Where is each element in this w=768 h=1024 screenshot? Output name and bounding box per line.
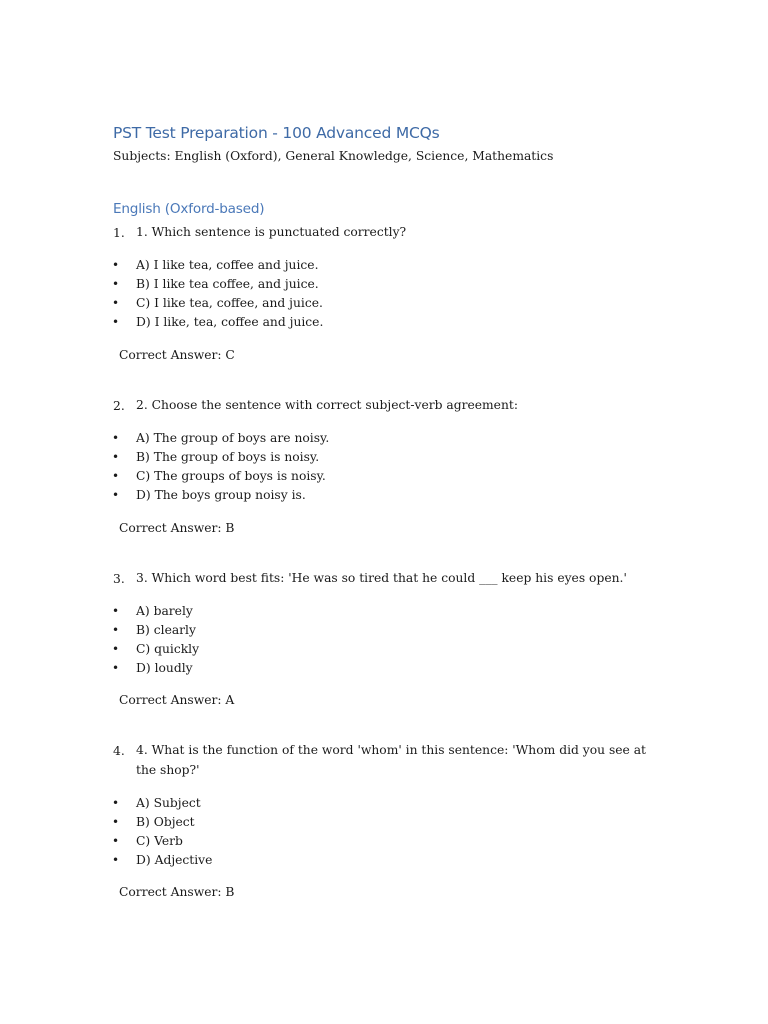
option-text: B) Object (136, 815, 195, 829)
option-text: D) The boys group noisy is. (136, 488, 306, 502)
bullet-icon: • (112, 661, 120, 675)
option-text: B) The group of boys is noisy. (136, 450, 320, 464)
option-item (0, 641, 768, 660)
bullet-icon: • (112, 296, 120, 310)
option-text: B) I like tea coffee, and juice. (136, 277, 319, 291)
option-item (0, 833, 768, 852)
option-item (0, 487, 768, 506)
option-text: C) The groups of boys is noisy. (136, 469, 326, 483)
question-number: 2. (113, 399, 125, 413)
question-number: 1. (113, 226, 125, 240)
bullet-icon: • (112, 853, 120, 867)
option-item (0, 852, 768, 871)
section-heading-english: English (Oxford-based) (113, 201, 265, 217)
correct-answer-3: Correct Answer: A (119, 693, 235, 707)
option-text: A) The group of boys are noisy. (136, 431, 330, 445)
document-subtitle: Subjects: English (Oxford), General Knowledge, Science, Mathematics (113, 149, 554, 163)
correct-answer-2: Correct Answer: B (119, 521, 235, 535)
option-item (0, 295, 768, 314)
option-text: C) quickly (136, 642, 200, 656)
option-text: C) Verb (136, 834, 183, 848)
bullet-icon: • (112, 315, 120, 329)
option-text: D) loudly (136, 661, 193, 675)
question-text: 3. Which word best fits: 'He was so tired that he could ___ keep his eyes open.' (136, 571, 627, 585)
bullet-icon: • (112, 796, 120, 810)
option-item (0, 449, 768, 468)
option-item (0, 468, 768, 487)
question-text: 4. What is the function of the word 'whom' in this sentence: 'Whom did you see at the shop?' (136, 743, 647, 777)
option-text: A) Subject (136, 796, 201, 810)
document-title: PST Test Preparation - 100 Advanced MCQs (113, 124, 440, 142)
option-text: B) clearly (136, 623, 196, 637)
bullet-icon: • (112, 258, 120, 272)
question-text: 2. Choose the sentence with correct subject-verb agreement: (136, 398, 518, 412)
option-item (0, 430, 768, 449)
question-number: 4. (113, 744, 125, 758)
bullet-icon: • (112, 642, 120, 656)
option-item (0, 814, 768, 833)
option-item (0, 622, 768, 641)
option-text: D) I like, tea, coffee and juice. (136, 315, 324, 329)
option-item (0, 795, 768, 814)
bullet-icon: • (112, 815, 120, 829)
option-item (0, 603, 768, 622)
bullet-icon: • (112, 834, 120, 848)
option-item (0, 660, 768, 679)
correct-answer-1: Correct Answer: C (119, 348, 235, 362)
bullet-icon: • (112, 623, 120, 637)
option-item (0, 276, 768, 295)
bullet-icon: • (112, 431, 120, 445)
question-text: 1. Which sentence is punctuated correctly? (136, 225, 407, 239)
bullet-icon: • (112, 277, 120, 291)
bullet-icon: • (112, 450, 120, 464)
bullet-icon: • (112, 469, 120, 483)
option-text: D) Adjective (136, 853, 213, 867)
bullet-icon: • (112, 604, 120, 618)
option-item (0, 314, 768, 333)
option-item (0, 257, 768, 276)
bullet-icon: • (112, 488, 120, 502)
question-number: 3. (113, 572, 125, 586)
correct-answer-4: Correct Answer: B (119, 885, 235, 899)
option-text: C) I like tea, coffee, and juice. (136, 296, 323, 310)
option-text: A) barely (136, 604, 193, 618)
option-text: A) I like tea, coffee and juice. (136, 258, 319, 272)
